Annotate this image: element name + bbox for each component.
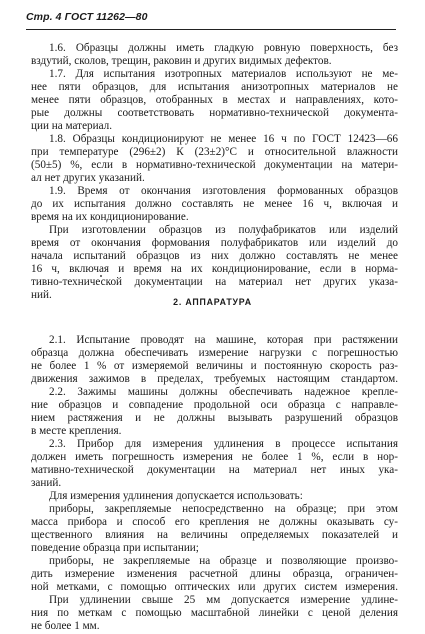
text-line: ние образцов и совпадение продольной оси образца с направле- xyxy=(31,399,398,411)
text-line: 1.9. Время от окончания изготовления формованных образцов xyxy=(49,185,398,197)
text-line: время на их кондиционирование. xyxy=(31,211,189,223)
text-line: при температуре (296±2) К (23±2)°С и относительной влажности xyxy=(31,146,398,158)
text-line: образца должна обеспечивать измерение нагрузки с погрешностью xyxy=(31,347,398,359)
page-header: Стр. 4 ГОСТ 11262—80 xyxy=(26,11,148,23)
text-line: (50±5) %, если в нормативно-технической документации на матери- xyxy=(31,159,398,171)
text-line: щественного влияния на величины определяемых показателей и xyxy=(31,529,398,541)
text-line: 1.8. Образцы кондиционируют не менее 16 ч по ГОСТ 12423—66 xyxy=(49,133,398,145)
text-line: ния по меткам с помощью масштабной линейки с ценой деления xyxy=(31,607,398,619)
text-line: масса прибора и способ его крепления не должны оказывать су- xyxy=(31,516,398,528)
text-line: мативно-технической документации на материал нет иных ука- xyxy=(31,464,398,476)
text-line: нием растяжения и не должны вызывать разрушений образцов xyxy=(31,412,398,424)
text-line: ной метками, с помощью оптических или других систем измерения. xyxy=(31,581,398,593)
text-line: вздутий, сколов, трещин, раковин и других видимых дефектов. xyxy=(31,55,332,67)
text-line: ал нет других указаний. xyxy=(31,172,145,184)
text-line: 16 ч, включая и время на их кондиционирование, если в норма- xyxy=(31,263,398,275)
text-line: начала испытаний образцов из них должно составлять не менее xyxy=(31,250,398,262)
text-line: 1.7. Для испытания изотропных материалов используют не ме- xyxy=(49,68,398,80)
text-line: приборы, закрепляемые непосредственно на образце; при этом xyxy=(49,503,398,515)
text-line: не более 1 мм. xyxy=(31,620,100,632)
text-line: рые должны соответствовать нормативно-технической документа- xyxy=(31,107,398,119)
text-line: нее пяти образцов, для испытания анизотропных материалов не xyxy=(31,81,398,93)
text-line: должен иметь погрешность измерения не более 1 %, если в нор- xyxy=(31,451,398,463)
text-line: поведение образца при испытании; xyxy=(31,542,199,554)
text-line: При удлинении свыше 25 мм допускается измерение удлине- xyxy=(49,594,398,606)
text-line: время от окончания формования полуфабрикатов или изделий до xyxy=(31,237,398,249)
text-line: не более 1 % от измеряемой величины и постоянную скорость раз- xyxy=(31,360,398,372)
text-line: 1.6. Образцы должны иметь гладкую ровную поверхность, без xyxy=(49,42,398,54)
text-line: 2.3. Прибор для измерения удлинения в процессе испытания xyxy=(49,438,398,450)
text-line: При изготовлении образцов из полуфабрикатов или изделий xyxy=(49,224,398,236)
text-line: движения зажимов в пределах, требуемых настоящим стандартом. xyxy=(31,373,398,385)
text-line: дить измерение изменения расчетной длины образца, ограничен- xyxy=(31,568,398,580)
section-title: 2. АППАРАТУРА xyxy=(173,297,252,307)
text-line: в месте крепления. xyxy=(31,425,122,437)
text-line: менее пяти образцов, отобранных в местах и направлениях, кото- xyxy=(31,94,398,106)
text-line: 2.2. Зажимы машины должны обеспечивать надежное крепле- xyxy=(49,386,398,398)
text-line: Для измерения удлинения допускается использовать: xyxy=(49,490,303,502)
text-line: тивно-технической документации на материал нет других указа- xyxy=(31,276,398,288)
text-line: приборы, не закрепляемые на образце и позволяющие произво- xyxy=(49,555,398,567)
text-line: ний. xyxy=(31,289,52,301)
text-line: заний. xyxy=(31,477,62,489)
text-line: ции на материал. xyxy=(31,120,113,132)
text-line: до их испытания должно составлять не менее 16 ч, включая и xyxy=(31,198,398,210)
text-line: 2.1. Испытание проводят на машине, которая при растяжении xyxy=(49,334,398,346)
